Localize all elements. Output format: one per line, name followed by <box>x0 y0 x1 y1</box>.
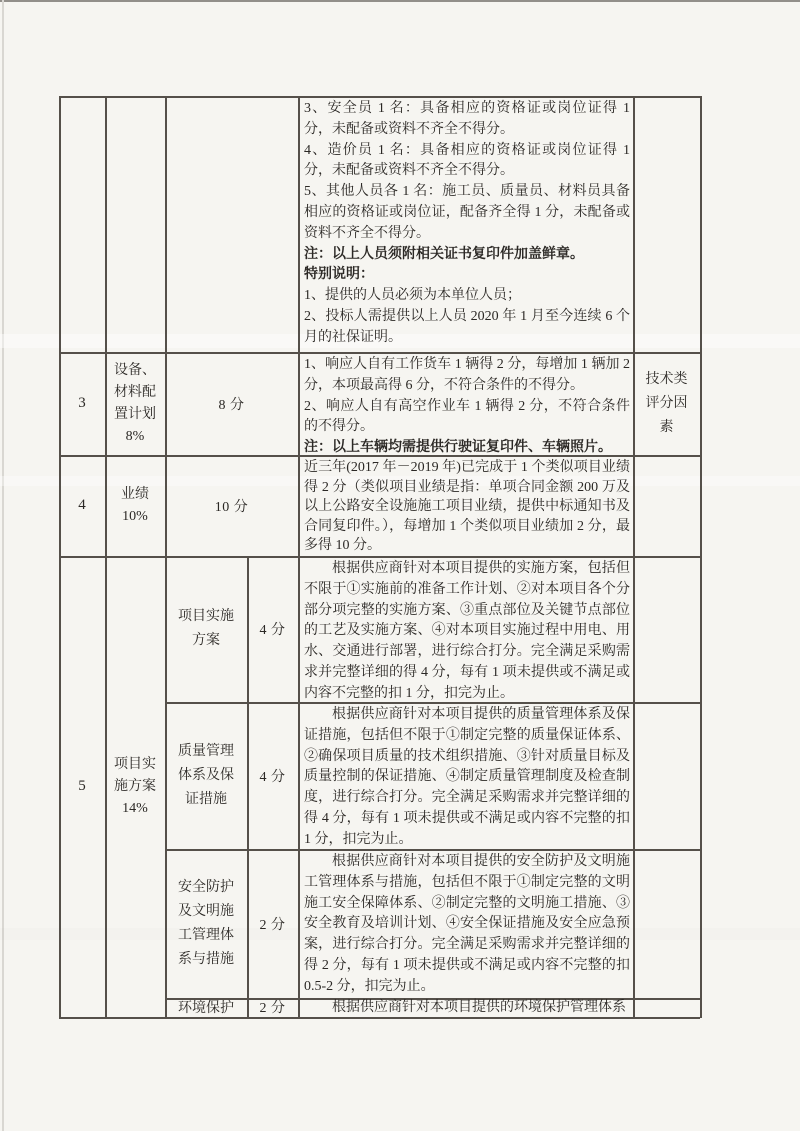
criterion-paragraph: 5、其他人员各 1 名：施工员、质量员、材料员具备相应的资格证或岗位证，配备齐全得 1 分，未配备或资料不齐全不得分。 <box>304 184 630 241</box>
criterion-paragraph: 根据供应商针对本项目提供的环境保护管理体系 <box>332 1000 626 1015</box>
criterion-paragraph: 1、响应人自有工作货车 1 辆得 2 分，每增加 1 辆加 2 分，本项最高得 6 分，不符合条件的不得分。 <box>304 357 630 393</box>
score-cell: 8 分 <box>218 397 245 413</box>
factor-type-label: 技术类评分因素 <box>645 371 688 435</box>
subitem-name-cell <box>165 998 247 1017</box>
criterion-note: 注：以上人员须附相关证书复印件加盖鲜章。 <box>304 246 584 262</box>
criteria-cell-environment <box>298 998 633 1017</box>
subitem-name: 环境保护 <box>178 1000 234 1016</box>
special-note-heading: 特别说明： <box>304 267 374 283</box>
score-cell: 10 分 <box>214 499 249 515</box>
criteria-cell-implementation-plan <box>298 556 633 702</box>
criteria-cell-personnel <box>298 96 633 352</box>
criterion-paragraph: 2、响应人自有高空作业车 1 辆得 2 分，不符合条件的不得分。 <box>304 398 630 435</box>
criterion-paragraph: 4、造价员 1 名：具备相应的资格证或岗位证得 1 分，未配备或资料不齐全不得分。 <box>304 142 630 179</box>
criterion-paragraph: 根据供应商针对本项目提供的实施方案，包括但不限于①实施前的准备工作计划、②对本项目各个分部分项完整的实施方案、③重点部位及关键节点部位的工艺及实施方案、④对本项目实施过程中用电、用水、交通进行部署，进行综合打分。完全满足采购需求并完整详细的得 4 分，每有 1 项未提供或不满足或内容不完整的扣 1 分，扣完为止。 <box>304 561 630 701</box>
gridline <box>633 96 635 1018</box>
subitem-name-cell <box>165 702 247 849</box>
criterion-paragraph: 根据供应商针对本项目提供的安全防护及文明施工管理体系与措施，包括但不限于①制定完整的文明施工安全保障体系、②制定完整的文明施工措施、③安全教育及培训计划、④安全保证措施及安全应急预案，进行综合打分。完全满足采购需求并完整详细的得 2 分，每有 1 项未提供或不满足或内容不完整的扣 0.5-2 分，扣完为止。 <box>304 854 630 994</box>
subitem-score-cell: 4 分 <box>259 769 286 785</box>
category-cell <box>105 455 165 556</box>
subitem-name-cell <box>165 849 247 998</box>
row-number: 4 <box>78 497 86 513</box>
category-label: 业绩 <box>121 486 149 502</box>
factor-type-cell <box>633 352 700 455</box>
criterion-paragraph: 3、安全员 1 名：具备相应的资格证或岗位证得 1 分，未配备或资料不齐全不得分。 <box>304 101 630 137</box>
scan-edge-artifact <box>0 0 800 2</box>
subitem-name: 质量管理体系及保证措施 <box>178 743 234 807</box>
scan-edge-artifact <box>2 0 4 1131</box>
subitem-score-cell: 2 分 <box>259 917 286 933</box>
subitem-name: 安全防护及文明施工管理体系与措施 <box>178 879 234 967</box>
criteria-cell-safety-civilized <box>298 849 633 998</box>
criteria-cell-performance <box>298 455 633 556</box>
category-weight: 10% <box>122 508 148 524</box>
category-weight: 14% <box>122 800 148 816</box>
criterion-paragraph: 近三年(2017 年－2019 年)已完成于 1 个类似项目业绩得 2 分（类似项目业绩是指：单项合同金额 200 万及以上公路安全设施施工项目业绩，提供中标通知书及合同复印件。），每增加 1 个类似项目业绩加 2 分，最多得 10 分。 <box>304 460 630 554</box>
category-label: 项目实施方案 <box>114 756 156 794</box>
row-number: 5 <box>78 778 86 794</box>
gridline <box>59 1017 700 1019</box>
subitem-score-cell: 2 分 <box>259 1000 286 1016</box>
gridline <box>700 96 702 1018</box>
row-number: 3 <box>78 395 86 411</box>
criterion-note: 注：以上车辆均需提供行驶证复印件、车辆照片。 <box>304 440 612 456</box>
subitem-name-cell <box>165 556 247 702</box>
subitem-name: 项目实施方案 <box>178 609 234 648</box>
category-cell <box>105 352 165 455</box>
criterion-paragraph: 2、投标人需提供以上人员 2020 年 1 月至今连续 6 个月的社保证明。 <box>304 308 630 345</box>
category-cell <box>105 556 165 1017</box>
category-weight: 8% <box>125 428 145 444</box>
category-label: 设备、材料配置计划 <box>114 362 156 422</box>
criterion-paragraph: 1、提供的人员必须为本单位人员； <box>304 288 521 304</box>
criteria-cell-quality-system <box>298 702 633 849</box>
subitem-score-cell: 4 分 <box>259 623 286 638</box>
criteria-cell-equipment <box>298 352 633 455</box>
criterion-paragraph: 根据供应商针对本项目提供的质量管理体系及保证措施，包括但不限于①制定完整的质量保证体系、②确保项目质量的技术组织措施、③针对质量目标及质量控制的保证措施、④制定质量管理制度及检查制度，进行综合打分。完全满足采购需求并完整详细的得 4 分，每有 1 项未提供或不满足或内容不完整的扣 1 分，扣完为止。 <box>304 707 630 847</box>
